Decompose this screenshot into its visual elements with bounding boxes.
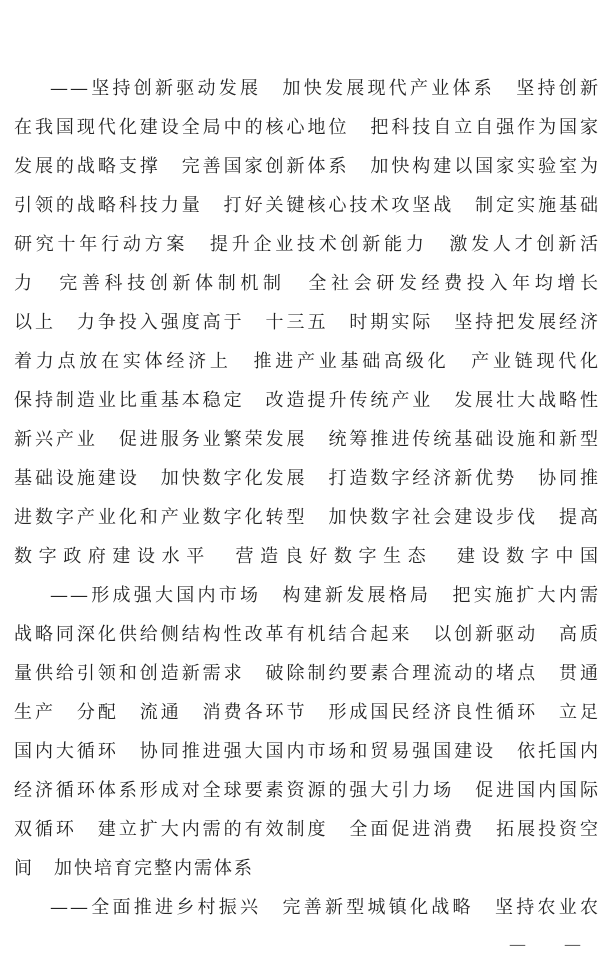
- text-line: 以上 力争投入强度高于 十三五 时期实际 坚持把发展经济: [14, 312, 600, 333]
- document-content: [14, 69, 600, 927]
- text-line: 着力点放在实体经济上 推进产业基础高级化 产业链现代化: [14, 351, 600, 372]
- text-line: 数字政府建设水平 营造良好数字生态 建设数字中国: [14, 546, 600, 567]
- text-line: 在我国现代化建设全局中的核心地位 把科技自立自强作为国家: [14, 117, 600, 138]
- text-line: 研究十年行动方案 提升企业技术创新能力 激发人才创新活: [14, 234, 600, 255]
- text-line: 力 完善科技创新体制机制 全社会研发经费投入年均增长: [14, 273, 600, 294]
- text-line: 发展的战略支撑 完善国家创新体系 加快构建以国家实验室为: [14, 156, 600, 177]
- text-line: ——形成强大国内市场 构建新发展格局 把实施扩大内需: [50, 585, 600, 606]
- text-line: ——坚持创新驱动发展 加快发展现代产业体系 坚持创新: [50, 78, 600, 99]
- text-line: 经济循环体系形成对全球要素资源的强大引力场 促进国内国际: [14, 780, 600, 801]
- text-line: 间 加快培育完整内需体系: [14, 858, 254, 879]
- text-line: ——全面推进乡村振兴 完善新型城镇化战略 坚持农业农: [50, 897, 600, 918]
- text-line: 进数字产业化和产业数字化转型 加快数字社会建设步伐 提高: [14, 507, 600, 528]
- footer-dash-right: —: [564, 935, 581, 955]
- text-line: 双循环 建立扩大内需的有效制度 全面促进消费 拓展投资空: [14, 819, 600, 840]
- text-line: 生产 分配 流通 消费各环节 形成国民经济良性循环 立足: [14, 702, 600, 723]
- page-number-footer: [509, 936, 581, 954]
- footer-dash-left: —: [509, 935, 526, 955]
- text-line: 量供给引领和创造新需求 破除制约要素合理流动的堵点 贯通: [14, 663, 600, 684]
- text-line: 引领的战略科技力量 打好关键核心技术攻坚战 制定实施基础: [14, 195, 600, 216]
- text-line: 战略同深化供给侧结构性改革有机结合起来 以创新驱动 高质: [14, 624, 600, 645]
- text-line: 基础设施建设 加快数字化发展 打造数字经济新优势 协同推: [14, 468, 600, 489]
- text-line: 国内大循环 协同推进强大国内市场和贸易强国建设 依托国内: [14, 741, 600, 762]
- text-line: 新兴产业 促进服务业繁荣发展 统筹推进传统基础设施和新型: [14, 429, 600, 450]
- text-line: 保持制造业比重基本稳定 改造提升传统产业 发展壮大战略性: [14, 390, 600, 411]
